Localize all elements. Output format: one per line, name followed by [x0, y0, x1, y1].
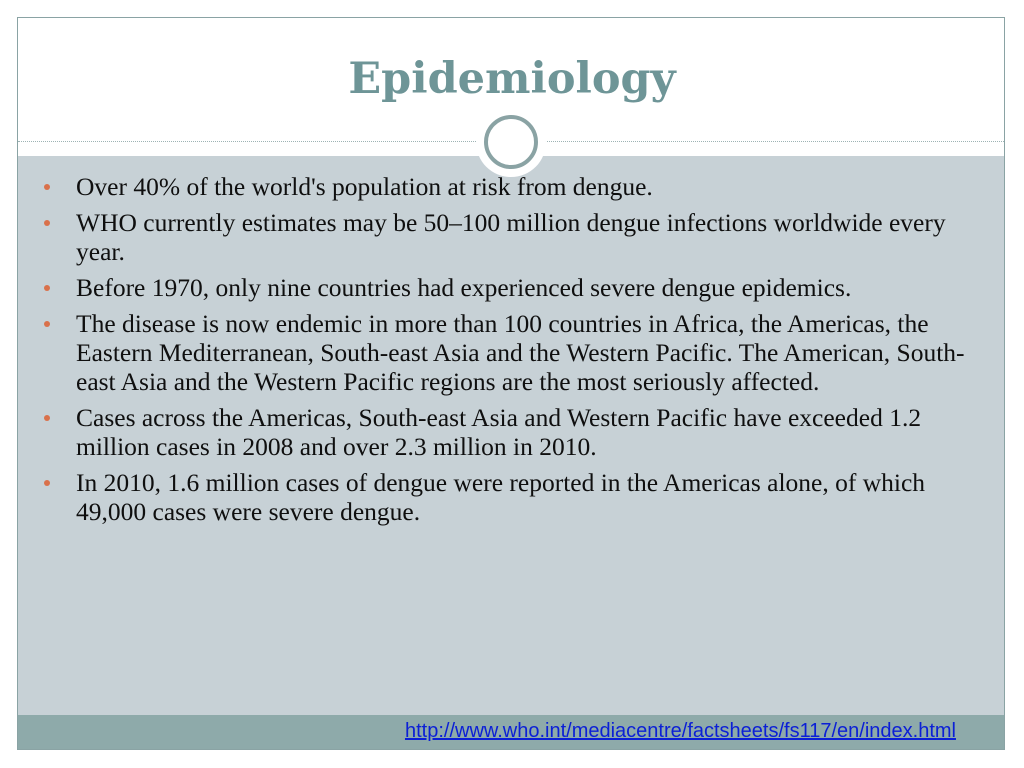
bullet-item — [44, 309, 984, 396]
bullet-dot-icon — [44, 480, 50, 486]
slide-title: Epidemiology — [348, 54, 676, 104]
bullet-dot-icon — [44, 285, 50, 291]
ring-ornament-icon — [484, 115, 538, 169]
who-factsheet-link[interactable]: http://www.who.int/mediacentre/factsheets/fs117/en/index.html — [404, 720, 956, 742]
bullet-text: The disease is now endemic in more than 100 countries in Africa, the Americas, the Eastern Mediterranean, South-east Asia and the Western Pacific. The American, South-east Asia and the Western Pacific regions are the most seriously affected. — [76, 309, 965, 396]
bullet-dot-icon — [44, 220, 50, 226]
bullet-item — [44, 273, 984, 302]
bullet-dot-icon — [44, 321, 50, 327]
bullet-item — [44, 468, 984, 526]
bullet-list — [44, 172, 984, 533]
bullet-text: WHO currently estimates may be 50–100 million dengue infections worldwide every year. — [76, 208, 946, 266]
bullet-text: Before 1970, only nine countries had experienced severe dengue epidemics. — [76, 273, 852, 302]
bullet-item — [44, 172, 984, 201]
bullet-item — [44, 403, 984, 461]
bullet-text: Over 40% of the world's population at risk from dengue. — [76, 172, 653, 201]
bullet-text: Cases across the Americas, South-east Asia and Western Pacific have exceeded 1.2 million cases in 2008 and over 2.3 million in 2010. — [76, 403, 922, 461]
bullet-dot-icon — [44, 184, 50, 190]
bullet-dot-icon — [44, 415, 50, 421]
bullet-item — [44, 208, 984, 266]
bullet-text: In 2010, 1.6 million cases of dengue were reported in the Americas alone, of which 49,000 cases were severe dengue. — [76, 468, 926, 526]
